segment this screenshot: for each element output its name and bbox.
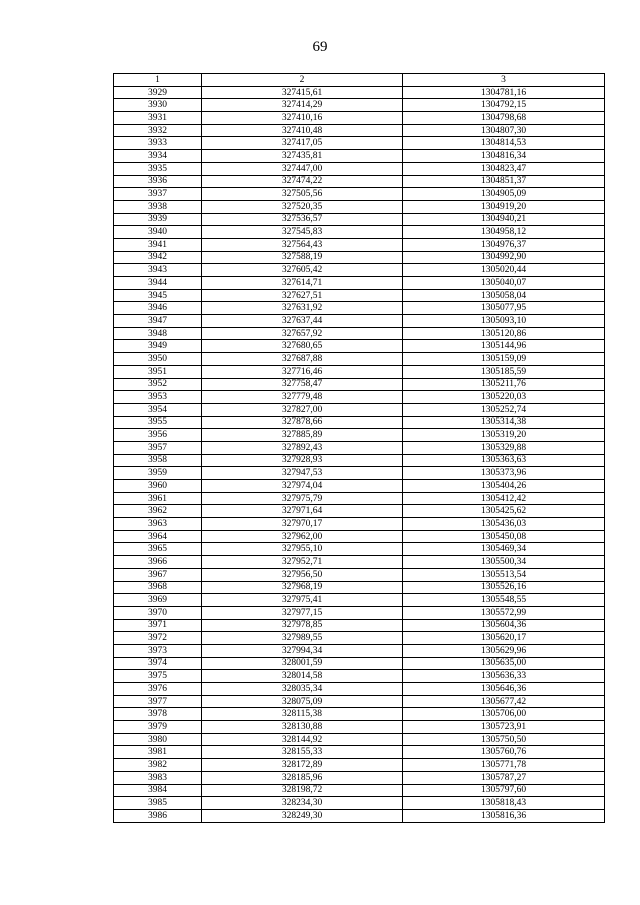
table-cell-col-1: 3984 bbox=[114, 784, 202, 797]
table-cell-col-1: 3986 bbox=[114, 809, 202, 822]
table-cell-col-3: 1305404,26 bbox=[403, 480, 605, 493]
table-cell-col-1: 3948 bbox=[114, 327, 202, 340]
table-cell-col-3: 1305469,34 bbox=[403, 543, 605, 556]
table-row bbox=[114, 162, 605, 175]
table-cell-col-2: 327994,34 bbox=[202, 644, 403, 657]
table-cell-col-1: 3960 bbox=[114, 480, 202, 493]
table-cell-col-1: 3962 bbox=[114, 505, 202, 518]
table-cell-col-2: 327968,19 bbox=[202, 581, 403, 594]
table-cell-col-2: 327410,48 bbox=[202, 124, 403, 137]
table-cell-col-1: 3975 bbox=[114, 670, 202, 683]
table-cell-col-3: 1305020,44 bbox=[403, 264, 605, 277]
table-cell-col-1: 3981 bbox=[114, 746, 202, 759]
table-cell-col-2: 327892,43 bbox=[202, 441, 403, 454]
table-cell-col-2: 327716,46 bbox=[202, 365, 403, 378]
table-cell-col-1: 3944 bbox=[114, 277, 202, 290]
table-row bbox=[114, 99, 605, 112]
table-cell-col-2: 328035,34 bbox=[202, 683, 403, 696]
table-cell-col-2: 327631,92 bbox=[202, 302, 403, 315]
table-cell-col-1: 3950 bbox=[114, 353, 202, 366]
table-cell-col-1: 3970 bbox=[114, 606, 202, 619]
table-cell-col-2: 328198,72 bbox=[202, 784, 403, 797]
table-row bbox=[114, 492, 605, 505]
table-cell-col-2: 328130,88 bbox=[202, 721, 403, 734]
table-cell-col-1: 3946 bbox=[114, 302, 202, 315]
table-cell-col-3: 1305363,63 bbox=[403, 454, 605, 467]
table-cell-col-3: 1305314,38 bbox=[403, 416, 605, 429]
table-cell-col-2: 327971,64 bbox=[202, 505, 403, 518]
table-cell-col-3: 1304976,37 bbox=[403, 238, 605, 251]
table-cell-col-1: 3953 bbox=[114, 391, 202, 404]
table-cell-col-3: 1304851,37 bbox=[403, 175, 605, 188]
table-cell-col-3: 1305211,76 bbox=[403, 378, 605, 391]
table-cell-col-1: 3951 bbox=[114, 365, 202, 378]
table-cell-col-1: 3949 bbox=[114, 340, 202, 353]
column-header-3: 3 bbox=[403, 74, 605, 87]
table-cell-col-3: 1305093,10 bbox=[403, 315, 605, 328]
table-row bbox=[114, 530, 605, 543]
table-cell-col-1: 3973 bbox=[114, 644, 202, 657]
table-cell-col-3: 1305252,74 bbox=[403, 403, 605, 416]
column-header-1: 1 bbox=[114, 74, 202, 87]
table-row bbox=[114, 683, 605, 696]
table-row bbox=[114, 721, 605, 734]
table-cell-col-3: 1304919,20 bbox=[403, 200, 605, 213]
table-cell-col-1: 3945 bbox=[114, 289, 202, 302]
table-cell-col-2: 327878,66 bbox=[202, 416, 403, 429]
table-row bbox=[114, 150, 605, 163]
table-row bbox=[114, 797, 605, 810]
page-number: 69 bbox=[312, 39, 328, 55]
table-cell-col-1: 3937 bbox=[114, 188, 202, 201]
table-cell-col-2: 327956,50 bbox=[202, 568, 403, 581]
table-cell-col-1: 3977 bbox=[114, 695, 202, 708]
table-row bbox=[114, 708, 605, 721]
table-cell-col-2: 327687,88 bbox=[202, 353, 403, 366]
table-cell-col-1: 3971 bbox=[114, 619, 202, 632]
table-row bbox=[114, 238, 605, 251]
table-cell-col-1: 3966 bbox=[114, 556, 202, 569]
table-cell-col-1: 3978 bbox=[114, 708, 202, 721]
table-cell-col-3: 1304798,68 bbox=[403, 112, 605, 125]
table-cell-col-2: 327962,00 bbox=[202, 530, 403, 543]
table-cell-col-1: 3940 bbox=[114, 226, 202, 239]
table-cell-col-3: 1305629,96 bbox=[403, 644, 605, 657]
table-row bbox=[114, 670, 605, 683]
table-cell-col-3: 1305818,43 bbox=[403, 797, 605, 810]
table-cell-col-3: 1304816,34 bbox=[403, 150, 605, 163]
table-cell-col-2: 327588,19 bbox=[202, 251, 403, 264]
table-row bbox=[114, 226, 605, 239]
table-cell-col-2: 327975,41 bbox=[202, 594, 403, 607]
table-row bbox=[114, 327, 605, 340]
table-row bbox=[114, 505, 605, 518]
table-cell-col-1: 3964 bbox=[114, 530, 202, 543]
table-cell-col-3: 1305635,00 bbox=[403, 657, 605, 670]
table-cell-col-1: 3972 bbox=[114, 632, 202, 645]
table-row bbox=[114, 784, 605, 797]
table-cell-col-3: 1305646,36 bbox=[403, 683, 605, 696]
table-cell-col-3: 1305373,96 bbox=[403, 467, 605, 480]
table-cell-col-2: 327947,53 bbox=[202, 467, 403, 480]
table-cell-col-2: 327564,43 bbox=[202, 238, 403, 251]
table-cell-col-1: 3954 bbox=[114, 403, 202, 416]
table-row bbox=[114, 200, 605, 213]
table-cell-col-3: 1304905,09 bbox=[403, 188, 605, 201]
table-cell-col-2: 327977,15 bbox=[202, 606, 403, 619]
table-cell-col-1: 3935 bbox=[114, 162, 202, 175]
table-cell-col-3: 1305436,03 bbox=[403, 518, 605, 531]
table-row bbox=[114, 188, 605, 201]
table-cell-col-2: 327970,17 bbox=[202, 518, 403, 531]
table-cell-col-3: 1305620,17 bbox=[403, 632, 605, 645]
table-cell-col-3: 1304823,47 bbox=[403, 162, 605, 175]
table-cell-col-2: 328172,89 bbox=[202, 759, 403, 772]
table-cell-col-1: 3980 bbox=[114, 733, 202, 746]
table-cell-col-3: 1305604,36 bbox=[403, 619, 605, 632]
table-row bbox=[114, 581, 605, 594]
table-cell-col-1: 3936 bbox=[114, 175, 202, 188]
table-cell-col-2: 327520,35 bbox=[202, 200, 403, 213]
table-row bbox=[114, 353, 605, 366]
table-cell-col-2: 328234,30 bbox=[202, 797, 403, 810]
table-row bbox=[114, 429, 605, 442]
table-cell-col-2: 327989,55 bbox=[202, 632, 403, 645]
table-row bbox=[114, 606, 605, 619]
table-cell-col-2: 327928,93 bbox=[202, 454, 403, 467]
table-cell-col-3: 1304992,90 bbox=[403, 251, 605, 264]
table-cell-col-3: 1305319,20 bbox=[403, 429, 605, 442]
table-cell-col-3: 1304807,30 bbox=[403, 124, 605, 137]
table-cell-col-1: 3934 bbox=[114, 150, 202, 163]
table-cell-col-2: 327827,00 bbox=[202, 403, 403, 416]
table-row bbox=[114, 213, 605, 226]
table-cell-col-2: 327536,57 bbox=[202, 213, 403, 226]
table-row bbox=[114, 568, 605, 581]
table-cell-col-2: 328014,58 bbox=[202, 670, 403, 683]
table-cell-col-3: 1305572,99 bbox=[403, 606, 605, 619]
table-cell-col-3: 1305500,34 bbox=[403, 556, 605, 569]
table-cell-col-2: 327952,71 bbox=[202, 556, 403, 569]
table-cell-col-1: 3955 bbox=[114, 416, 202, 429]
table-cell-col-3: 1305677,42 bbox=[403, 695, 605, 708]
table-row bbox=[114, 543, 605, 556]
table-cell-col-3: 1305636,33 bbox=[403, 670, 605, 683]
table-cell-col-3: 1304940,21 bbox=[403, 213, 605, 226]
table-cell-col-2: 328144,92 bbox=[202, 733, 403, 746]
table-cell-col-3: 1305548,55 bbox=[403, 594, 605, 607]
table-cell-col-1: 3943 bbox=[114, 264, 202, 277]
table-cell-col-3: 1304814,53 bbox=[403, 137, 605, 150]
table-cell-col-1: 3931 bbox=[114, 112, 202, 125]
table-cell-col-1: 3974 bbox=[114, 657, 202, 670]
table-cell-col-1: 3929 bbox=[114, 86, 202, 99]
coordinates-table bbox=[113, 73, 605, 823]
table-cell-col-3: 1305077,95 bbox=[403, 302, 605, 315]
table-cell-col-1: 3930 bbox=[114, 99, 202, 112]
table-cell-col-3: 1305425,62 bbox=[403, 505, 605, 518]
table-cell-col-3: 1305220,03 bbox=[403, 391, 605, 404]
table-cell-col-3: 1305144,96 bbox=[403, 340, 605, 353]
table-row bbox=[114, 264, 605, 277]
table-row bbox=[114, 112, 605, 125]
table-cell-col-2: 327414,29 bbox=[202, 99, 403, 112]
table-cell-col-1: 3968 bbox=[114, 581, 202, 594]
table-row bbox=[114, 416, 605, 429]
table-cell-col-1: 3939 bbox=[114, 213, 202, 226]
table-cell-col-1: 3979 bbox=[114, 721, 202, 734]
table-row bbox=[114, 454, 605, 467]
table-row bbox=[114, 771, 605, 784]
table-row bbox=[114, 340, 605, 353]
table-cell-col-1: 3957 bbox=[114, 441, 202, 454]
table-cell-col-1: 3976 bbox=[114, 683, 202, 696]
table-cell-col-3: 1305771,78 bbox=[403, 759, 605, 772]
table-cell-col-1: 3952 bbox=[114, 378, 202, 391]
table-cell-col-3: 1305159,09 bbox=[403, 353, 605, 366]
table-cell-col-3: 1305787,27 bbox=[403, 771, 605, 784]
table-cell-col-1: 3938 bbox=[114, 200, 202, 213]
table-cell-col-3: 1305412,42 bbox=[403, 492, 605, 505]
table-cell-col-1: 3956 bbox=[114, 429, 202, 442]
table-cell-col-3: 1305526,16 bbox=[403, 581, 605, 594]
table-cell-col-3: 1305723,91 bbox=[403, 721, 605, 734]
table-cell-col-2: 328001,59 bbox=[202, 657, 403, 670]
table-row bbox=[114, 644, 605, 657]
table-cell-col-1: 3947 bbox=[114, 315, 202, 328]
table-cell-col-2: 327627,51 bbox=[202, 289, 403, 302]
table-row bbox=[114, 302, 605, 315]
table-cell-col-1: 3942 bbox=[114, 251, 202, 264]
table-row bbox=[114, 594, 605, 607]
table-cell-col-1: 3965 bbox=[114, 543, 202, 556]
table-cell-col-2: 327605,42 bbox=[202, 264, 403, 277]
table-row bbox=[114, 733, 605, 746]
table-cell-col-2: 327435,81 bbox=[202, 150, 403, 163]
table-row bbox=[114, 391, 605, 404]
table-cell-col-1: 3963 bbox=[114, 518, 202, 531]
table-cell-col-3: 1305797,60 bbox=[403, 784, 605, 797]
table-row bbox=[114, 695, 605, 708]
table-row bbox=[114, 403, 605, 416]
table-cell-col-2: 327505,56 bbox=[202, 188, 403, 201]
table-row bbox=[114, 251, 605, 264]
header-row bbox=[114, 74, 605, 87]
table-cell-col-3: 1305816,36 bbox=[403, 809, 605, 822]
table-row bbox=[114, 759, 605, 772]
table-cell-col-2: 327974,04 bbox=[202, 480, 403, 493]
table-cell-col-2: 327474,22 bbox=[202, 175, 403, 188]
table-cell-col-1: 3959 bbox=[114, 467, 202, 480]
table-row bbox=[114, 809, 605, 822]
table-cell-col-2: 327758,47 bbox=[202, 378, 403, 391]
table-cell-col-2: 328115,38 bbox=[202, 708, 403, 721]
table-cell-col-3: 1304958,12 bbox=[403, 226, 605, 239]
table-row bbox=[114, 518, 605, 531]
table-cell-col-2: 328249,30 bbox=[202, 809, 403, 822]
table-cell-col-2: 327410,16 bbox=[202, 112, 403, 125]
table-row bbox=[114, 277, 605, 290]
table-cell-col-2: 327417,05 bbox=[202, 137, 403, 150]
table-row bbox=[114, 378, 605, 391]
table-cell-col-2: 327637,44 bbox=[202, 315, 403, 328]
table-cell-col-1: 3967 bbox=[114, 568, 202, 581]
table-cell-col-1: 3983 bbox=[114, 771, 202, 784]
table-cell-col-2: 328155,33 bbox=[202, 746, 403, 759]
table-cell-col-1: 3985 bbox=[114, 797, 202, 810]
table-cell-col-2: 327614,71 bbox=[202, 277, 403, 290]
table-cell-col-1: 3961 bbox=[114, 492, 202, 505]
table-cell-col-2: 327415,61 bbox=[202, 86, 403, 99]
table-row bbox=[114, 365, 605, 378]
table-cell-col-2: 327975,79 bbox=[202, 492, 403, 505]
column-header-2: 2 bbox=[202, 74, 403, 87]
table-row bbox=[114, 137, 605, 150]
table-cell-col-2: 328075,09 bbox=[202, 695, 403, 708]
table-cell-col-3: 1305513,54 bbox=[403, 568, 605, 581]
table-cell-col-3: 1305185,59 bbox=[403, 365, 605, 378]
table-cell-col-1: 3969 bbox=[114, 594, 202, 607]
table-cell-col-3: 1305706,00 bbox=[403, 708, 605, 721]
table-cell-col-1: 3941 bbox=[114, 238, 202, 251]
table-cell-col-3: 1305120,86 bbox=[403, 327, 605, 340]
table-header bbox=[114, 74, 605, 87]
table-cell-col-2: 327885,89 bbox=[202, 429, 403, 442]
table-cell-col-3: 1305329,88 bbox=[403, 441, 605, 454]
table-cell-col-2: 327657,92 bbox=[202, 327, 403, 340]
table-cell-col-2: 327978,85 bbox=[202, 619, 403, 632]
table-row bbox=[114, 556, 605, 569]
table-cell-col-2: 327447,00 bbox=[202, 162, 403, 175]
table-row bbox=[114, 467, 605, 480]
table-cell-col-1: 3932 bbox=[114, 124, 202, 137]
table-cell-col-3: 1305760,76 bbox=[403, 746, 605, 759]
table-row bbox=[114, 86, 605, 99]
table-cell-col-3: 1305058,04 bbox=[403, 289, 605, 302]
table-cell-col-2: 327779,48 bbox=[202, 391, 403, 404]
table-cell-col-2: 327680,65 bbox=[202, 340, 403, 353]
table-cell-col-3: 1304781,16 bbox=[403, 86, 605, 99]
table-cell-col-2: 327545,83 bbox=[202, 226, 403, 239]
table-cell-col-3: 1305450,08 bbox=[403, 530, 605, 543]
table-cell-col-1: 3958 bbox=[114, 454, 202, 467]
table-row bbox=[114, 746, 605, 759]
table-row bbox=[114, 175, 605, 188]
table-cell-col-1: 3982 bbox=[114, 759, 202, 772]
table-cell-col-1: 3933 bbox=[114, 137, 202, 150]
table-row bbox=[114, 632, 605, 645]
table-row bbox=[114, 124, 605, 137]
table-row bbox=[114, 657, 605, 670]
table-cell-col-3: 1305750,50 bbox=[403, 733, 605, 746]
table-cell-col-3: 1305040,07 bbox=[403, 277, 605, 290]
table-cell-col-2: 328185,96 bbox=[202, 771, 403, 784]
table-cell-col-2: 327955,10 bbox=[202, 543, 403, 556]
table-row bbox=[114, 480, 605, 493]
table-row bbox=[114, 315, 605, 328]
table-cell-col-3: 1304792,15 bbox=[403, 99, 605, 112]
table-body bbox=[114, 86, 605, 822]
table-row bbox=[114, 619, 605, 632]
table-row bbox=[114, 289, 605, 302]
table-row bbox=[114, 441, 605, 454]
